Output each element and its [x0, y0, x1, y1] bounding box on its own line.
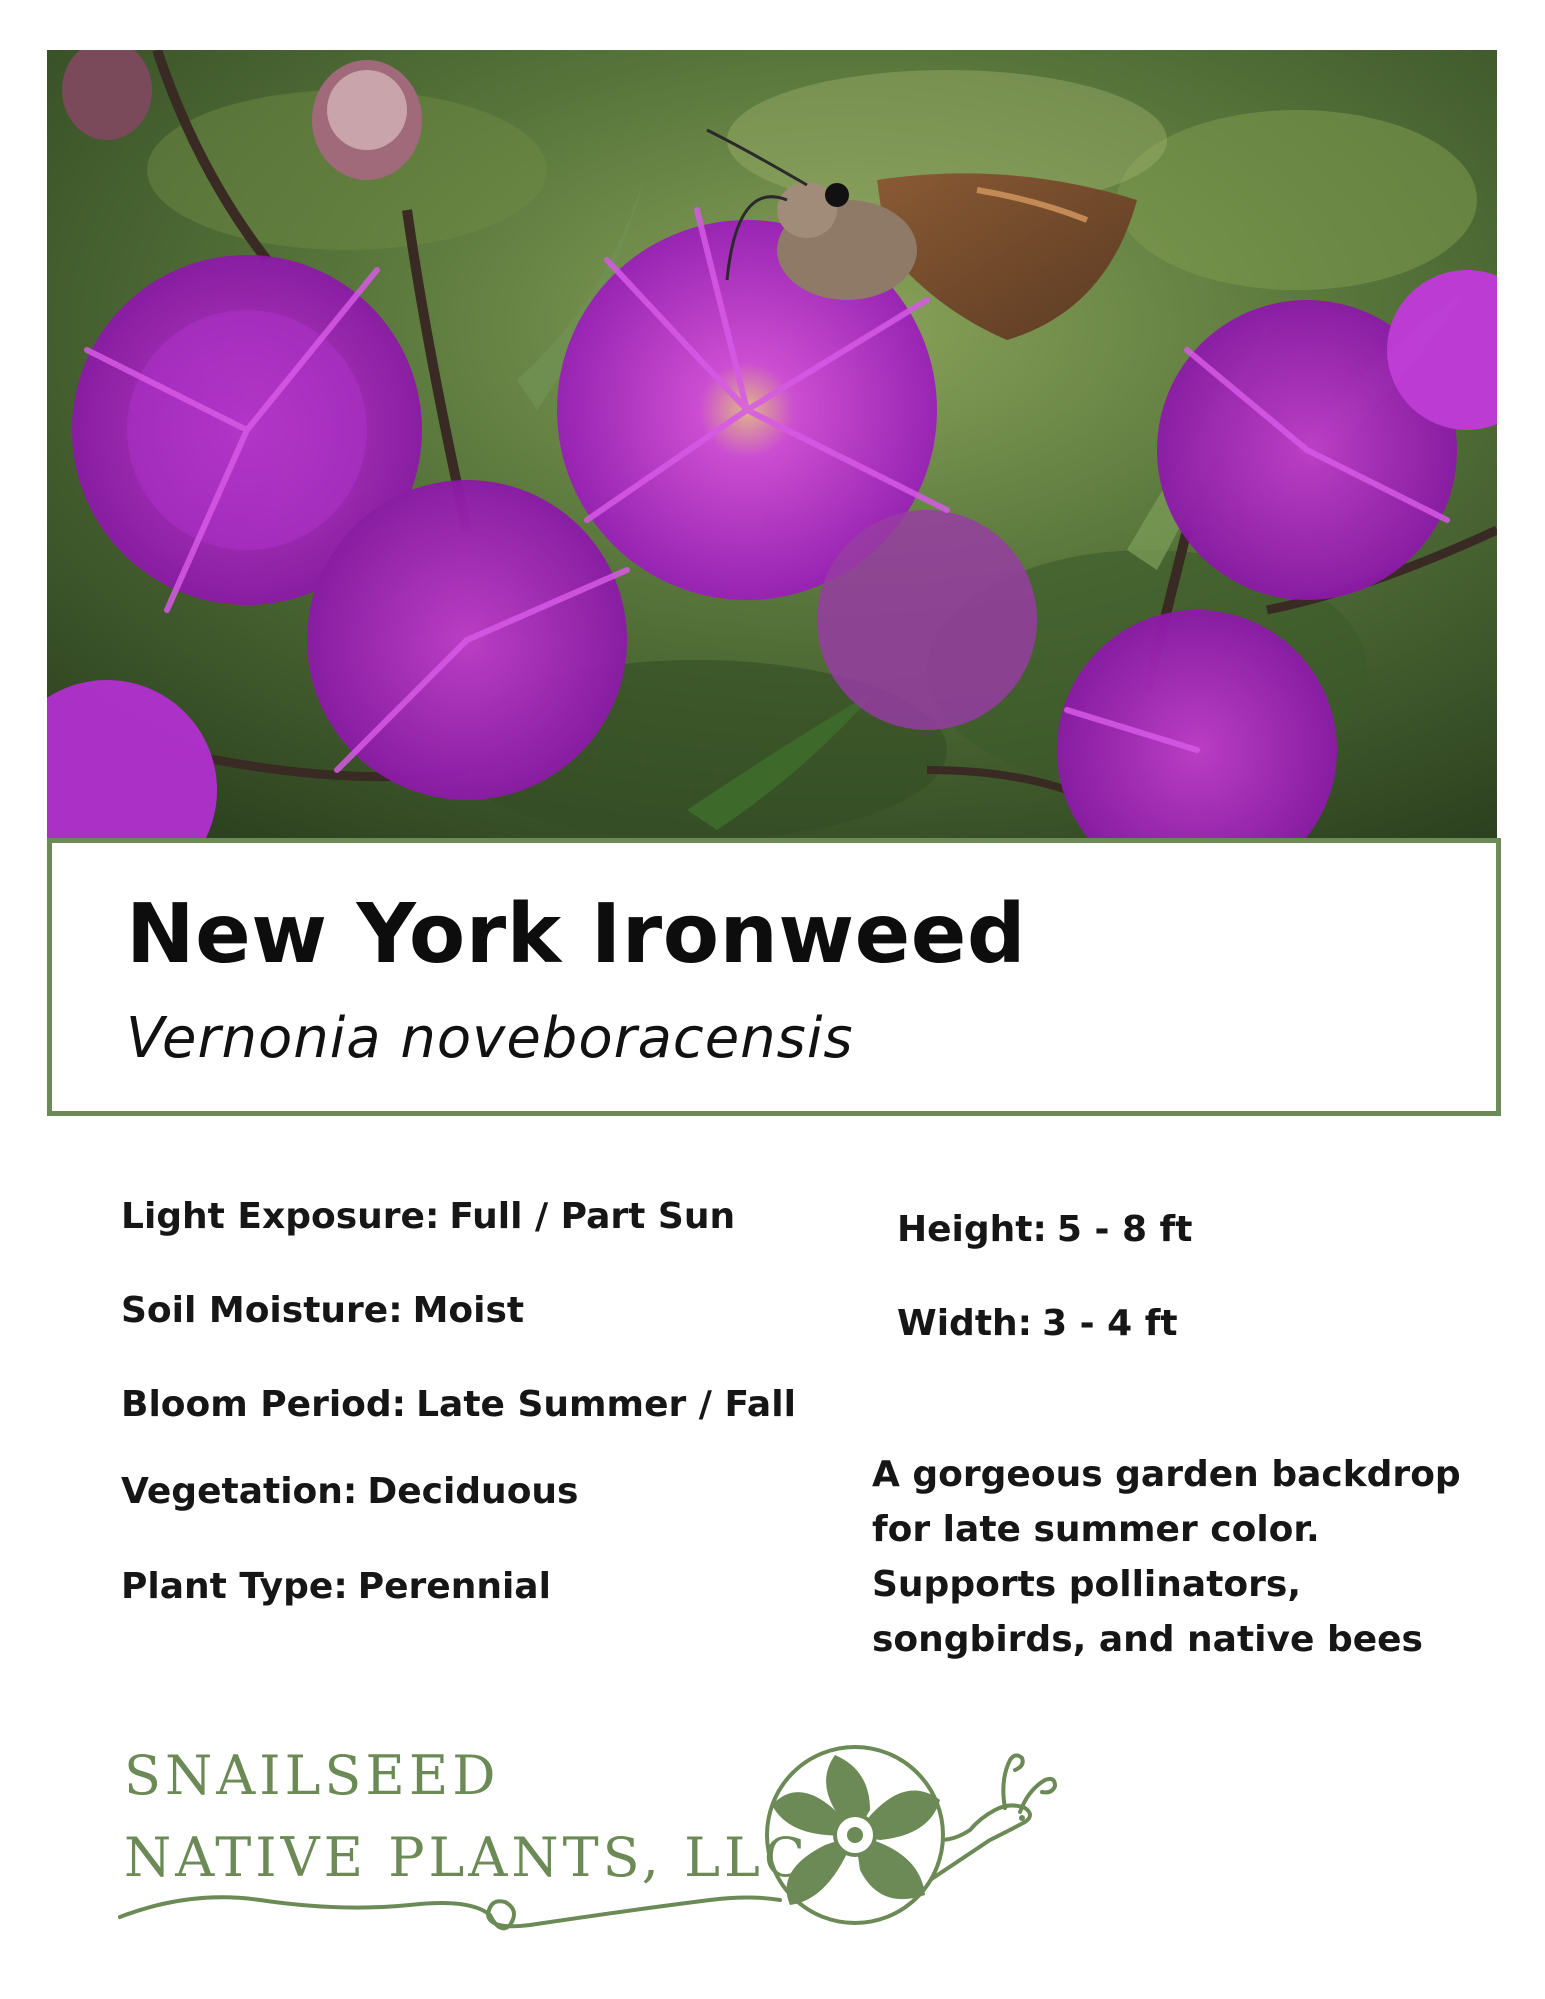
description-line: A gorgeous garden backdrop: [872, 1454, 1461, 1495]
attribute-value: 3 - 4 ft: [1042, 1303, 1178, 1344]
attribute-label: Width:: [897, 1303, 1033, 1344]
attribute-value: Deciduous: [367, 1471, 579, 1512]
plant-common-name: New York Ironweed: [126, 887, 1027, 982]
brand-line-2: NATIVE PLANTS, LLC: [124, 1826, 810, 1889]
attribute-soil-moisture: [121, 1290, 524, 1331]
attribute-plant-type: [121, 1566, 551, 1607]
attribute-label: Vegetation:: [121, 1471, 358, 1512]
attribute-value: Full / Part Sun: [449, 1196, 736, 1237]
brand-line-1: SNAILSEED: [124, 1744, 500, 1807]
attribute-label: Plant Type:: [121, 1566, 348, 1607]
description-line: songbirds, and native bees: [872, 1619, 1423, 1660]
ironweed-skipper-photo: [47, 50, 1497, 838]
attribute-light-exposure: [121, 1196, 735, 1237]
attribute-bloom-period: [121, 1384, 796, 1425]
attribute-value: 5 - 8 ft: [1056, 1209, 1193, 1250]
attribute-label: Light Exposure:: [121, 1196, 440, 1237]
attribute-value: Perennial: [357, 1566, 551, 1607]
plant-photo: [47, 50, 1497, 838]
attribute-label: Height:: [897, 1209, 1047, 1250]
attribute-value: Late Summer / Fall: [416, 1384, 796, 1425]
plant-latin-name: Vernonia noveboracensis: [126, 1006, 854, 1071]
attribute-value: Moist: [412, 1290, 525, 1331]
attribute-width: [897, 1303, 1178, 1344]
plant-description: [872, 1447, 1492, 1667]
attribute-label: Bloom Period:: [121, 1384, 407, 1425]
description-line: Supports pollinators,: [872, 1564, 1301, 1605]
attribute-vegetation: [121, 1471, 578, 1512]
attribute-label: Soil Moisture:: [121, 1290, 403, 1331]
brand-logo-text: [124, 1735, 809, 1899]
attribute-height: [897, 1209, 1192, 1250]
title-panel: [47, 838, 1501, 1116]
description-line: for late summer color.: [872, 1509, 1320, 1550]
